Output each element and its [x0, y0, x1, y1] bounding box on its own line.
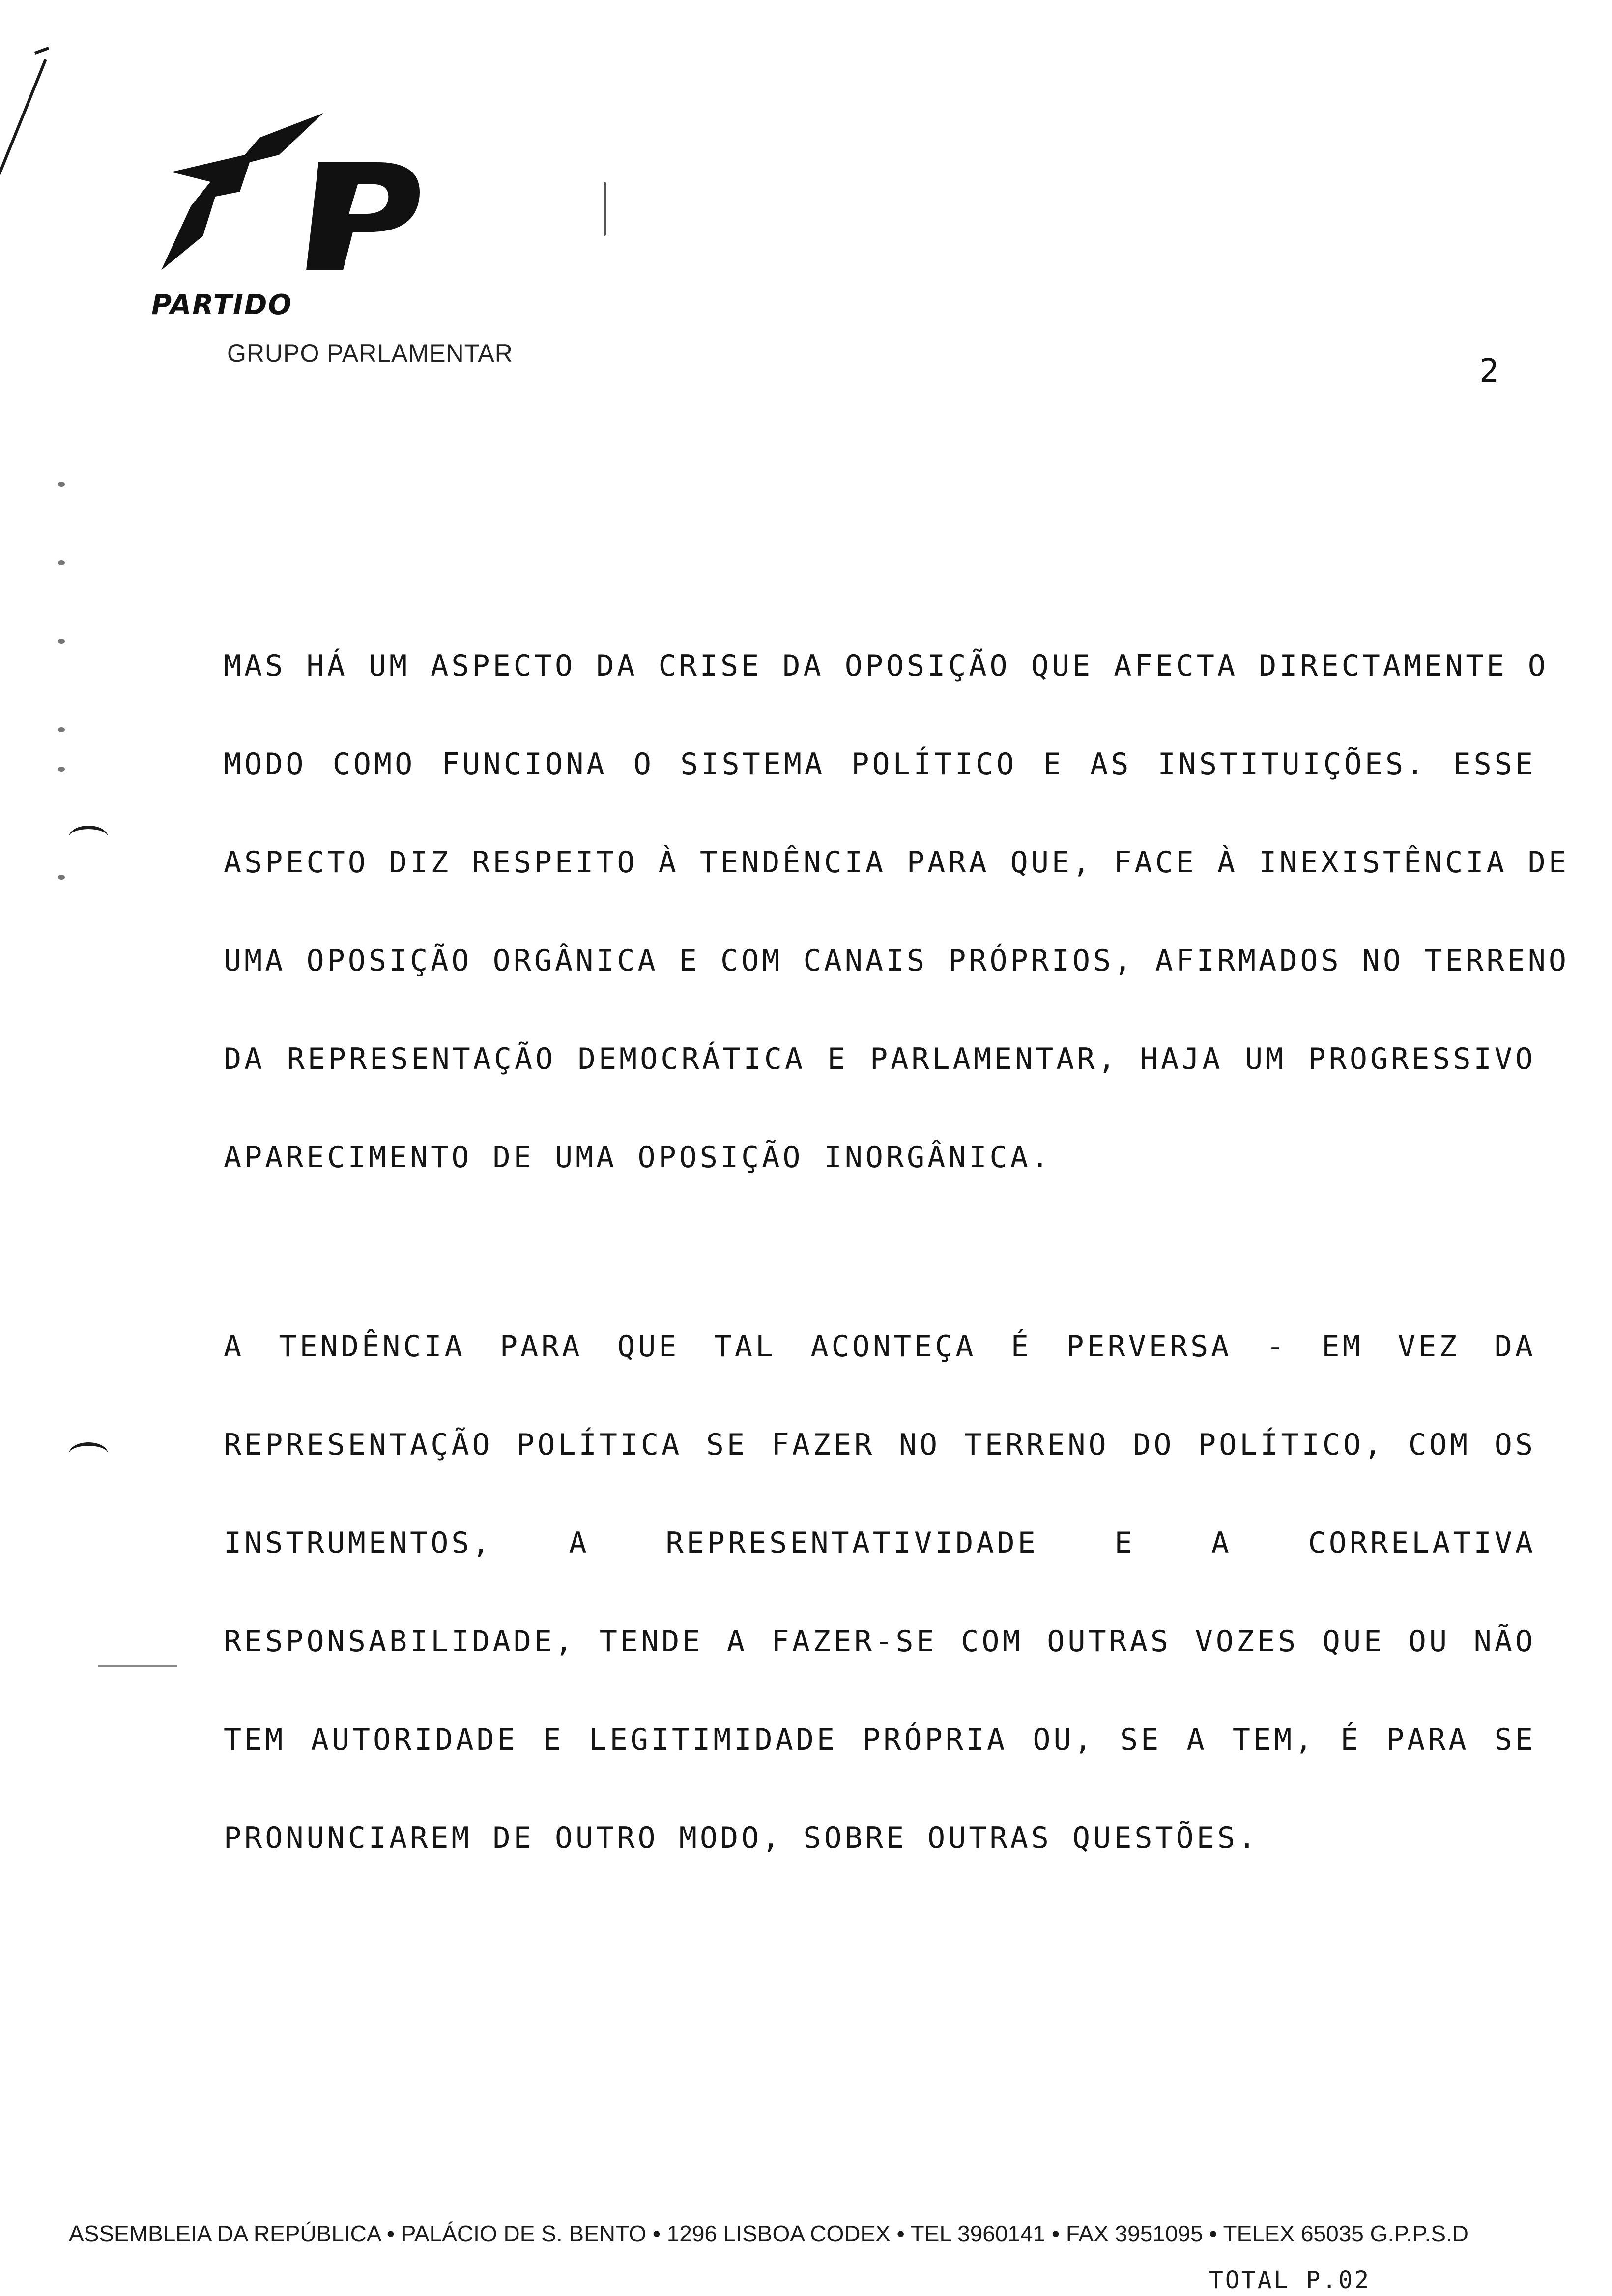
footer-address: ASSEMBLEIA DA REPÚBLICA • PALÁCIO DE S. BENTO • 1296 LISBOA CODEX • TEL 3960141 • FAX 3951095 • TELEX 65035 G.P.P.S.D: [69, 2221, 1468, 2246]
stray-dot: [58, 482, 65, 487]
stray-dot: [58, 639, 65, 644]
paragraph-line: INSTRUMENTOS, A REPRESENTATIVIDADE E A CORRELATIVA: [224, 1526, 1536, 1560]
stray-curve-mark: [69, 1442, 108, 1465]
paragraph-2: [224, 1297, 1536, 1887]
paragraph-line: DA REPRESENTAÇÃO DEMOCRÁTICA E PARLAMENTAR, HAJA UM PROGRESSIVO: [224, 1042, 1536, 1076]
logo-graphic: [156, 108, 432, 285]
paragraph-line: PRONUNCIAREM DE OUTRO MODO, SOBRE OUTRAS QUESTÕES.: [224, 1821, 1259, 1855]
logo-letter-p: [306, 162, 420, 270]
paragraph-line: ASPECTO DIZ RESPEITO À TENDÊNCIA PARA QUE, FACE À INEXISTÊNCIA DE: [224, 845, 1569, 880]
paragraph-line: MODO COMO FUNCIONA O SISTEMA POLÍTICO E AS INSTITUIÇÕES. ESSE: [224, 747, 1536, 781]
stray-mark: [98, 1665, 177, 1667]
paragraph-line: RESPONSABILIDADE, TENDE A FAZER-SE COM OUTRAS VOZES QUE OU NÃO: [224, 1624, 1536, 1659]
paragraph-line: REPRESENTAÇÃO POLÍTICA SE FAZER NO TERRENO DO POLÍTICO, COM OS: [224, 1428, 1536, 1462]
stray-dot: [58, 560, 65, 565]
stray-curve-mark: [69, 826, 108, 849]
paragraph-line: APARECIMENTO DE UMA OPOSIÇÃO INORGÂNICA.: [224, 1140, 1052, 1175]
party-label: PARTIDO: [151, 289, 292, 321]
stray-mark: [34, 47, 49, 55]
paragraph-line: TEM AUTORIDADE E LEGITIMIDADE PRÓPRIA OU, SE A TEM, É PARA SE: [224, 1722, 1536, 1757]
stray-dot: [58, 767, 65, 772]
stray-dot: [58, 875, 65, 880]
page-number: 2: [1479, 352, 1499, 390]
paragraph-line: A TENDÊNCIA PARA QUE TAL ACONTEÇA É PERVERSA - EM VEZ DA: [224, 1329, 1536, 1364]
parliamentary-group-label: GRUPO PARLAMENTAR: [227, 340, 513, 367]
stray-dot: [58, 727, 65, 732]
party-logo: [156, 108, 432, 285]
paragraph-1: [224, 617, 1569, 1206]
fax-total-pages: TOTAL P.02: [1209, 2267, 1371, 2294]
stray-mark: [604, 182, 606, 236]
logo-arrow-mark: [161, 113, 323, 270]
stray-slash-mark: [0, 59, 47, 215]
paragraph-line: UMA OPOSIÇÃO ORGÂNICA E COM CANAIS PRÓPRIOS, AFIRMADOS NO TERRENO: [224, 944, 1569, 978]
paragraph-line: MAS HÁ UM ASPECTO DA CRISE DA OPOSIÇÃO QUE AFECTA DIRECTAMENTE O: [224, 649, 1549, 683]
